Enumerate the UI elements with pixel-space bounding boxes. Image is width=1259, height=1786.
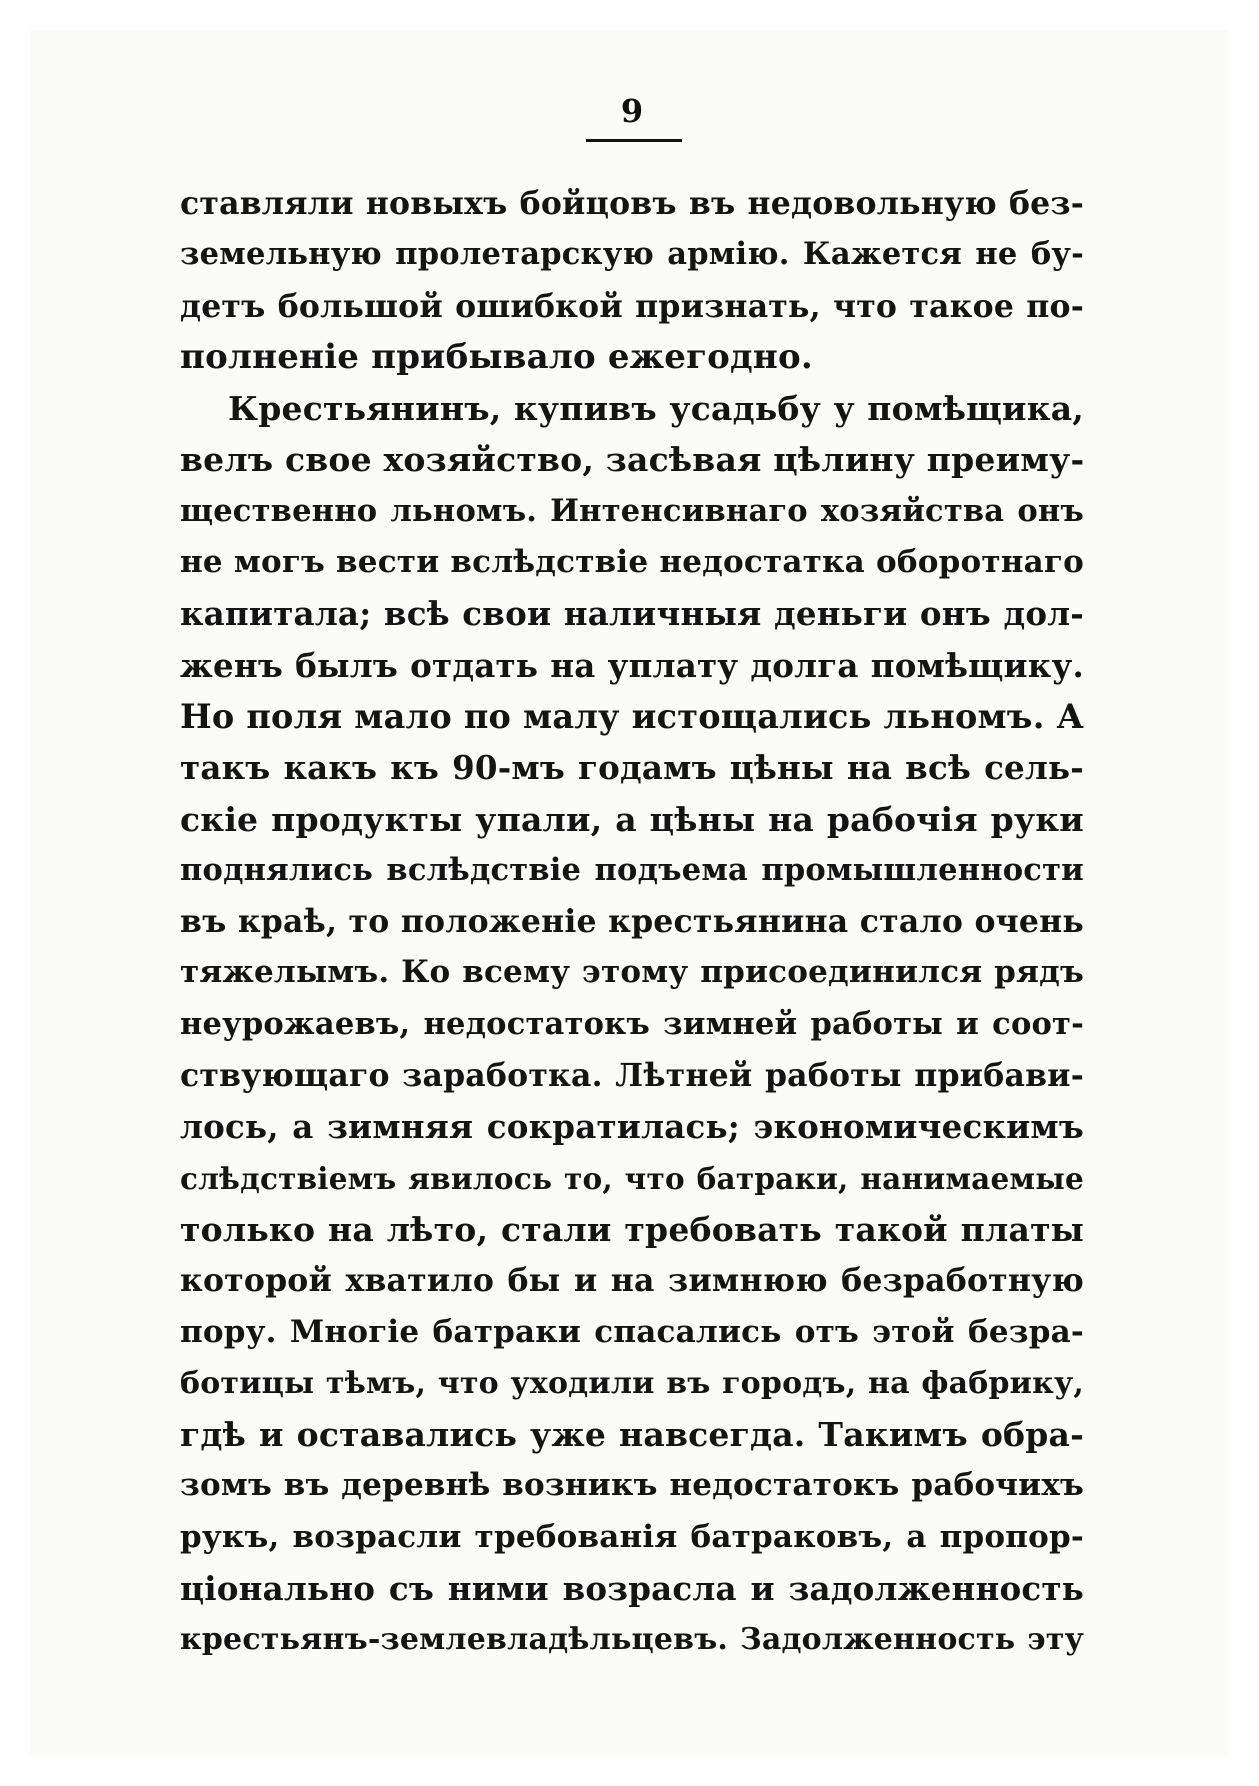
text-line: не могъ вести вслѣдствіе недостатка оборотнаго [180,544,1084,581]
text-line: ціонально съ ними возрасла и задолженность [180,1569,1084,1609]
text-line: только на лѣто, стали требовать такой платы [180,1209,1084,1249]
paragraph [180,383,1084,1665]
text-line: щественно льномъ. Интенсивнаго хозяйства онъ [180,492,1084,529]
text-line: которой хватило бы и на зимнюю безработную [180,1262,1084,1300]
text-line: въ краѣ, то положеніе крестьянина стало очень [180,903,1084,941]
text-line: тяжелымъ. Ко всему этому присоединился рядъ [180,954,1084,991]
text-line: земельную пролетарскую армію. Кажется не бу- [180,236,1084,273]
text-line: такъ какъ къ 90-мъ годамъ цѣны на всѣ сель- [180,748,1084,788]
text-line: Но поля мало по малу истощались льномъ. А [180,696,1084,736]
text-line: пору. Многіе батраки спасались отъ этой безра- [180,1313,1084,1350]
text-line: детъ большой ошибкой признать, что такое по- [180,287,1084,325]
text-line: ставляли новыхъ бойцовъ въ недовольную без- [180,185,1084,222]
text-line: гдѣ и оставались уже навсегда. Такимъ обра- [180,1415,1084,1455]
text-line: ствующаго заработка. Лѣтней работы прибави- [180,1057,1084,1095]
text-line: ботицы тѣмъ, что уходили въ городъ, на фабрику, [180,1365,1084,1401]
text-line: капитала; всѣ свои наличныя деньги онъ дол- [180,594,1084,634]
text-line: лось, а зимняя сократилась; экономическимъ [180,1107,1084,1147]
text-line: Крестьянинъ, купивъ усадьбу у помѣщика, [228,389,1084,429]
text-line: рукъ, возрасли требованія батраковъ, а пропор- [180,1518,1084,1555]
text-line: поднялись вслѣдствіе подъема промышленности [180,851,1084,888]
page-number: 9 [620,92,644,130]
text-line: скіе продукты упали, а цѣны на рабочія руки [180,799,1084,839]
text-line: неурожаевъ, недостатокъ зимней работы и соот- [180,1005,1084,1042]
text-line: зомъ въ деревнѣ возникъ недостатокъ рабочихъ [180,1467,1084,1504]
text-line: слѣдствіемъ явилось то, что батраки, нанимаемые [180,1160,1084,1196]
page-number-rule [586,139,682,142]
paragraph [180,178,1084,383]
text-line: крестьянъ-землевладѣльцевъ. Задолженность эту [180,1622,1084,1658]
text-line: женъ былъ отдать на уплату долга помѣщику. [180,645,1084,685]
text-line: велъ свое хозяйство, засѣвая цѣлину преиму- [180,440,1085,480]
text-line: полненіе прибывало ежегодно. [180,336,813,377]
page-number-container [582,93,682,129]
body-text [180,178,1084,1666]
